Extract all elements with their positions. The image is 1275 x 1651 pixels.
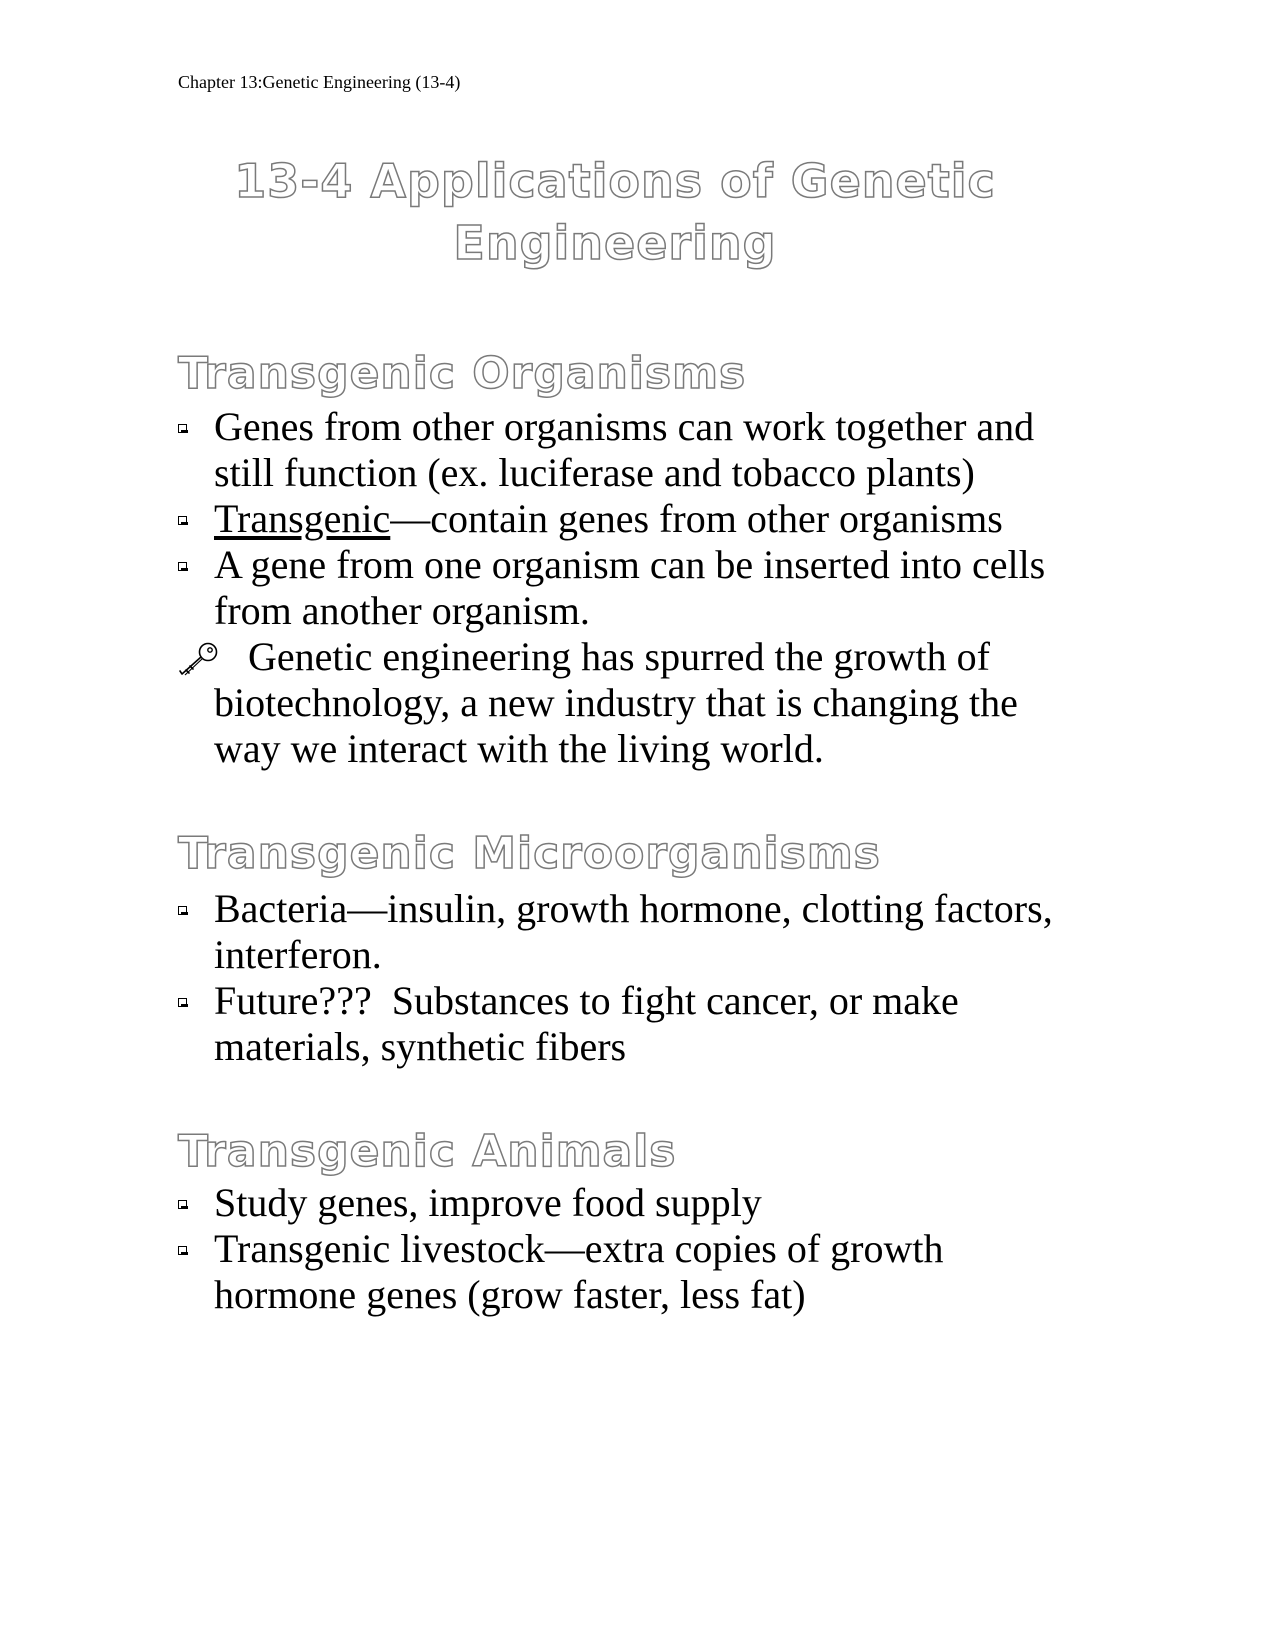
list-item (178, 1180, 1078, 1226)
section-heading: Transgenic Organisms (178, 348, 747, 399)
checkbox-bullet-icon (178, 562, 187, 571)
bullet-list (178, 404, 1078, 772)
list-item (178, 542, 1078, 634)
section-transgenic-organisms (178, 346, 1078, 772)
checkbox-bullet-icon (178, 516, 187, 525)
bullet-text: Transgenic livestock—extra copies of growth hormone genes (grow faster, less fat) (214, 1226, 944, 1317)
list-item (178, 886, 1078, 978)
list-item (178, 1226, 1078, 1318)
section-transgenic-animals (178, 1124, 1078, 1318)
list-item (178, 404, 1078, 496)
bullet-text: Study genes, improve food supply (214, 1180, 762, 1225)
list-item (178, 496, 1078, 542)
running-header: Chapter 13:Genetic Engineering (13-4) (178, 72, 461, 92)
bullet-text: —contain genes from other organisms (390, 496, 1003, 541)
bullet-list (178, 886, 1078, 1070)
title-line-1: 13-4 Applications of Genetic (234, 154, 996, 208)
section-transgenic-microorganisms (178, 826, 1078, 1070)
checkbox-bullet-icon (178, 424, 187, 433)
section-heading: Transgenic Microorganisms (178, 828, 881, 879)
key-point-text: Genetic engineering has spurred the growth of biotechnology, a new industry that is changing the way we interact with the living world. (214, 634, 1018, 771)
checkbox-bullet-icon (178, 1246, 187, 1255)
bullet-text: Future??? Substances to fight cancer, or make materials, synthetic fibers (214, 978, 969, 1069)
page-title (0, 150, 1230, 274)
section-heading: Transgenic Animals (178, 1126, 677, 1177)
key-point (178, 634, 1078, 772)
title-line-2: Engineering (453, 216, 777, 270)
checkbox-bullet-icon (178, 1200, 187, 1209)
key-icon (176, 640, 220, 678)
checkbox-bullet-icon (178, 906, 187, 915)
bullet-text: Bacteria—insulin, growth hormone, clotting factors, interferon. (214, 886, 1053, 977)
term-transgenic: Transgenic (214, 496, 391, 541)
list-item (178, 978, 1078, 1070)
bullet-list (178, 1180, 1078, 1318)
bullet-text: Genes from other organisms can work together and still function (ex. luciferase and tobacco plants) (214, 404, 1035, 495)
checkbox-bullet-icon (178, 998, 187, 1007)
bullet-text: A gene from one organism can be inserted into cells from another organism. (214, 542, 1046, 633)
